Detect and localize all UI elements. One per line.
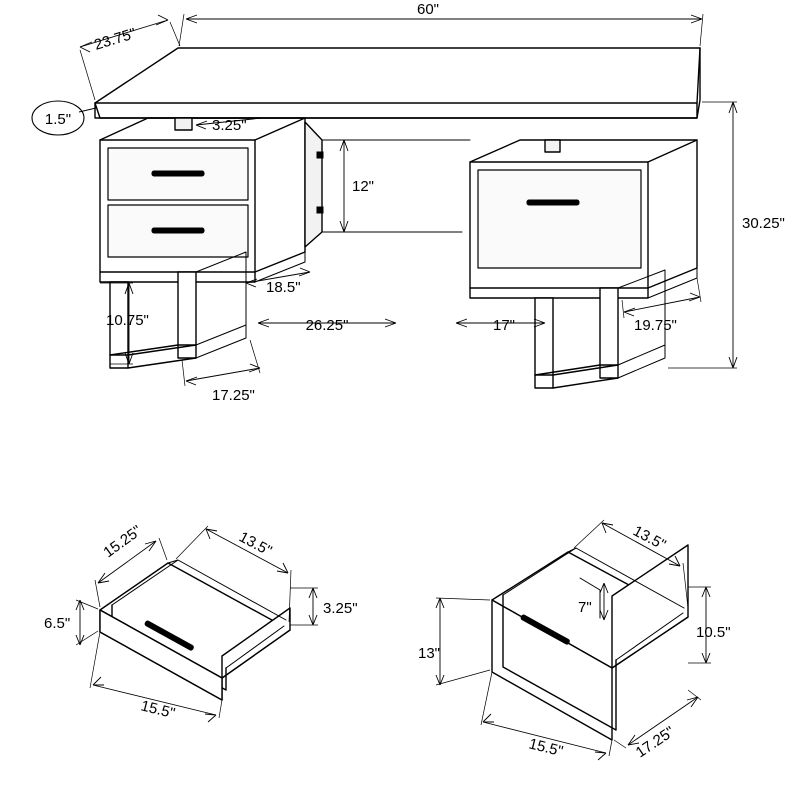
dim-label-file-drawer-side-depth: 17.25" (632, 723, 678, 762)
dim-left-leg-depth (182, 340, 260, 404)
small-drawer-view (44, 522, 358, 722)
dim-drawer-gap (196, 117, 262, 134)
dim-label-left-leg-depth: 17.25" (212, 387, 255, 404)
dim-label-top-thickness: 1.5" (44, 111, 72, 128)
dim-label-file-drawer-inner-width: 13.5" (630, 522, 669, 554)
dim-label-leg-clearance: 10.75" (106, 312, 149, 329)
left-cabinet (100, 118, 305, 282)
dim-left-knee-space (258, 317, 396, 334)
dim-label-small-drawer-inner-height: 3.25" (323, 600, 358, 617)
dim-right-knee-space (456, 317, 545, 334)
dim-label-desk-depth: 23.75" (92, 25, 139, 54)
file-drawer-body (492, 545, 688, 740)
dim-label-file-drawer-face-width: 15.5" (527, 735, 565, 761)
dim-file-drawer-inner-height (688, 587, 731, 663)
dim-label-small-drawer-side-depth: 15.25" (100, 522, 146, 562)
dim-label-right-knee-space: 17" (492, 317, 516, 334)
dim-file-drawer-face-height (418, 598, 490, 685)
dim-top-thickness (32, 101, 96, 135)
dim-label-left-cabinet-depth: 18.5" (266, 279, 301, 296)
dim-label-right-cabinet-depth: 19.75" (634, 317, 677, 334)
dim-label-desk-width: 60" (416, 1, 440, 18)
dim-label-file-drawer-inner-depth: 7" (578, 599, 592, 616)
dim-label-small-drawer-face-width: 15.5" (139, 697, 177, 723)
file-drawer-view (418, 520, 731, 761)
small-drawer-body (100, 560, 290, 700)
dim-label-small-drawer-inner-width: 13.5" (236, 528, 275, 560)
desk-assembly-view (32, 1, 785, 404)
dim-label-file-drawer-face-height: 13" (418, 645, 441, 662)
dim-label-small-drawer-face-height: 6.5" (44, 615, 71, 632)
modesty-panel (305, 122, 470, 247)
dim-modesty-height (340, 140, 374, 232)
dim-small-drawer-face-height (44, 600, 98, 645)
dim-desk-width (179, 1, 703, 46)
dim-file-drawer-side-depth (614, 690, 701, 761)
dim-small-drawer-inner-height (290, 588, 358, 625)
dim-desk-height (668, 102, 785, 368)
dim-label-modesty-height: 12" (352, 178, 375, 195)
dim-label-desk-height: 30.25" (742, 215, 785, 232)
desk-top (95, 48, 700, 118)
dim-label-file-drawer-inner-height: 10.5" (696, 624, 731, 641)
dim-label-drawer-gap: 3.25" (212, 117, 247, 134)
dim-label-left-knee-space: 26.25" (305, 317, 349, 334)
